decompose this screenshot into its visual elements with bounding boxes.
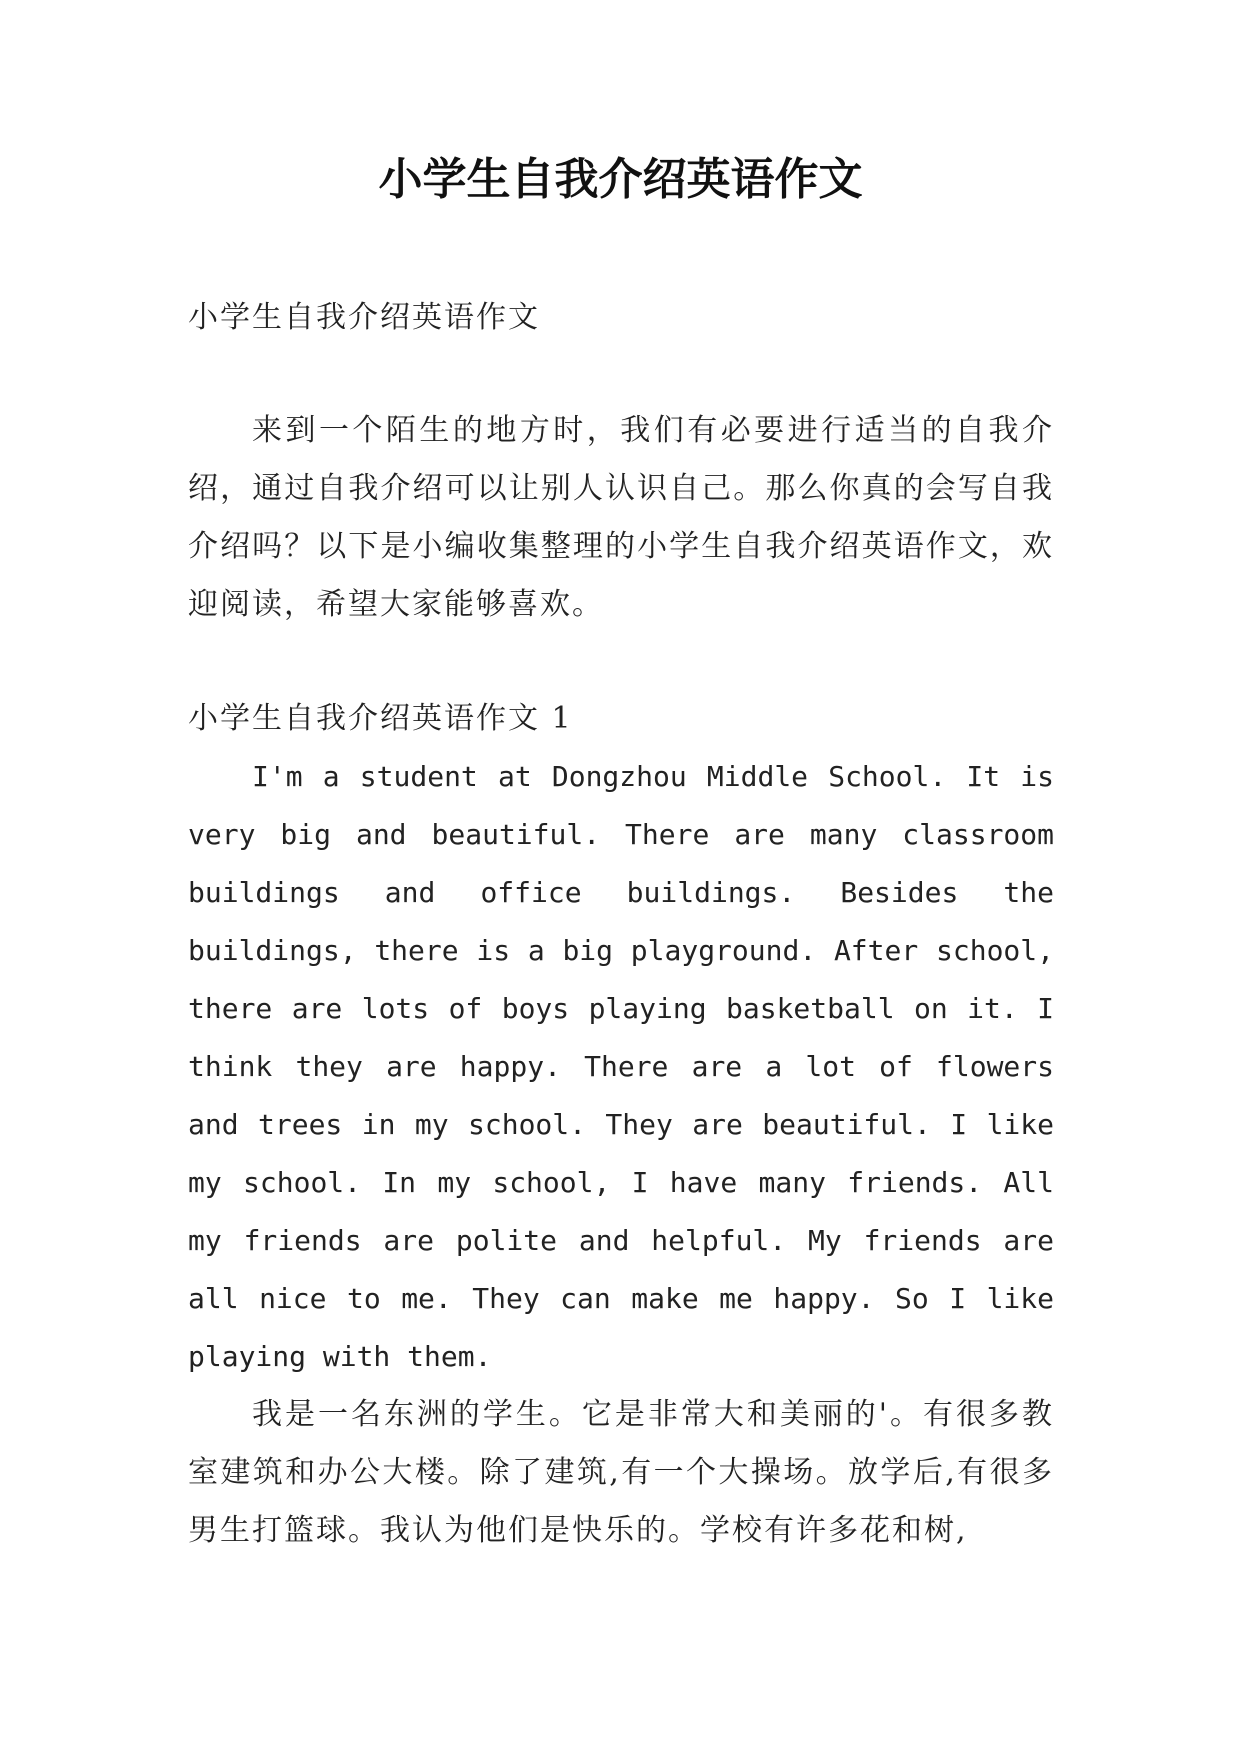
intro-paragraph: 来到一个陌生的地方时，我们有必要进行适当的自我介绍，通过自我介绍可以让别人认识自己。那么你真的会写自我介绍吗？以下是小编收集整理的小学生自我介绍英语作文，欢迎阅读，希望大家能够喜欢。 [188,413,1054,622]
section-heading: 小学生自我介绍英语作文 1 [188,701,573,736]
english-paragraph: I'm a student at Dongzhou Middle School. It is very big and beautiful. There are many classroom buildings and office buildings. Besides the buildings, there is a big playground. After school, there are lots of boys playing basketball on it. I think they are happy. There are a lot of flowers and trees in my school. They are beautiful. I like my school. In my school, I have many friends. All my friends are polite and helpful. My friends are all nice to me. They can make me happy. So I like playing with them. [188,760,1054,1373]
document-subtitle: 小学生自我介绍英语作文 [188,300,540,335]
document-title: 小学生自我介绍英语作文 [378,154,863,205]
chinese-translation-paragraph: 我是一名东洲的学生。它是非常大和美丽的'。有很多教室建筑和办公大楼。除了建筑,有一个大操场。放学后,有很多男生打篮球。我认为他们是快乐的。学校有许多花和树, [188,1397,1054,1548]
document-body [188,289,1054,1560]
